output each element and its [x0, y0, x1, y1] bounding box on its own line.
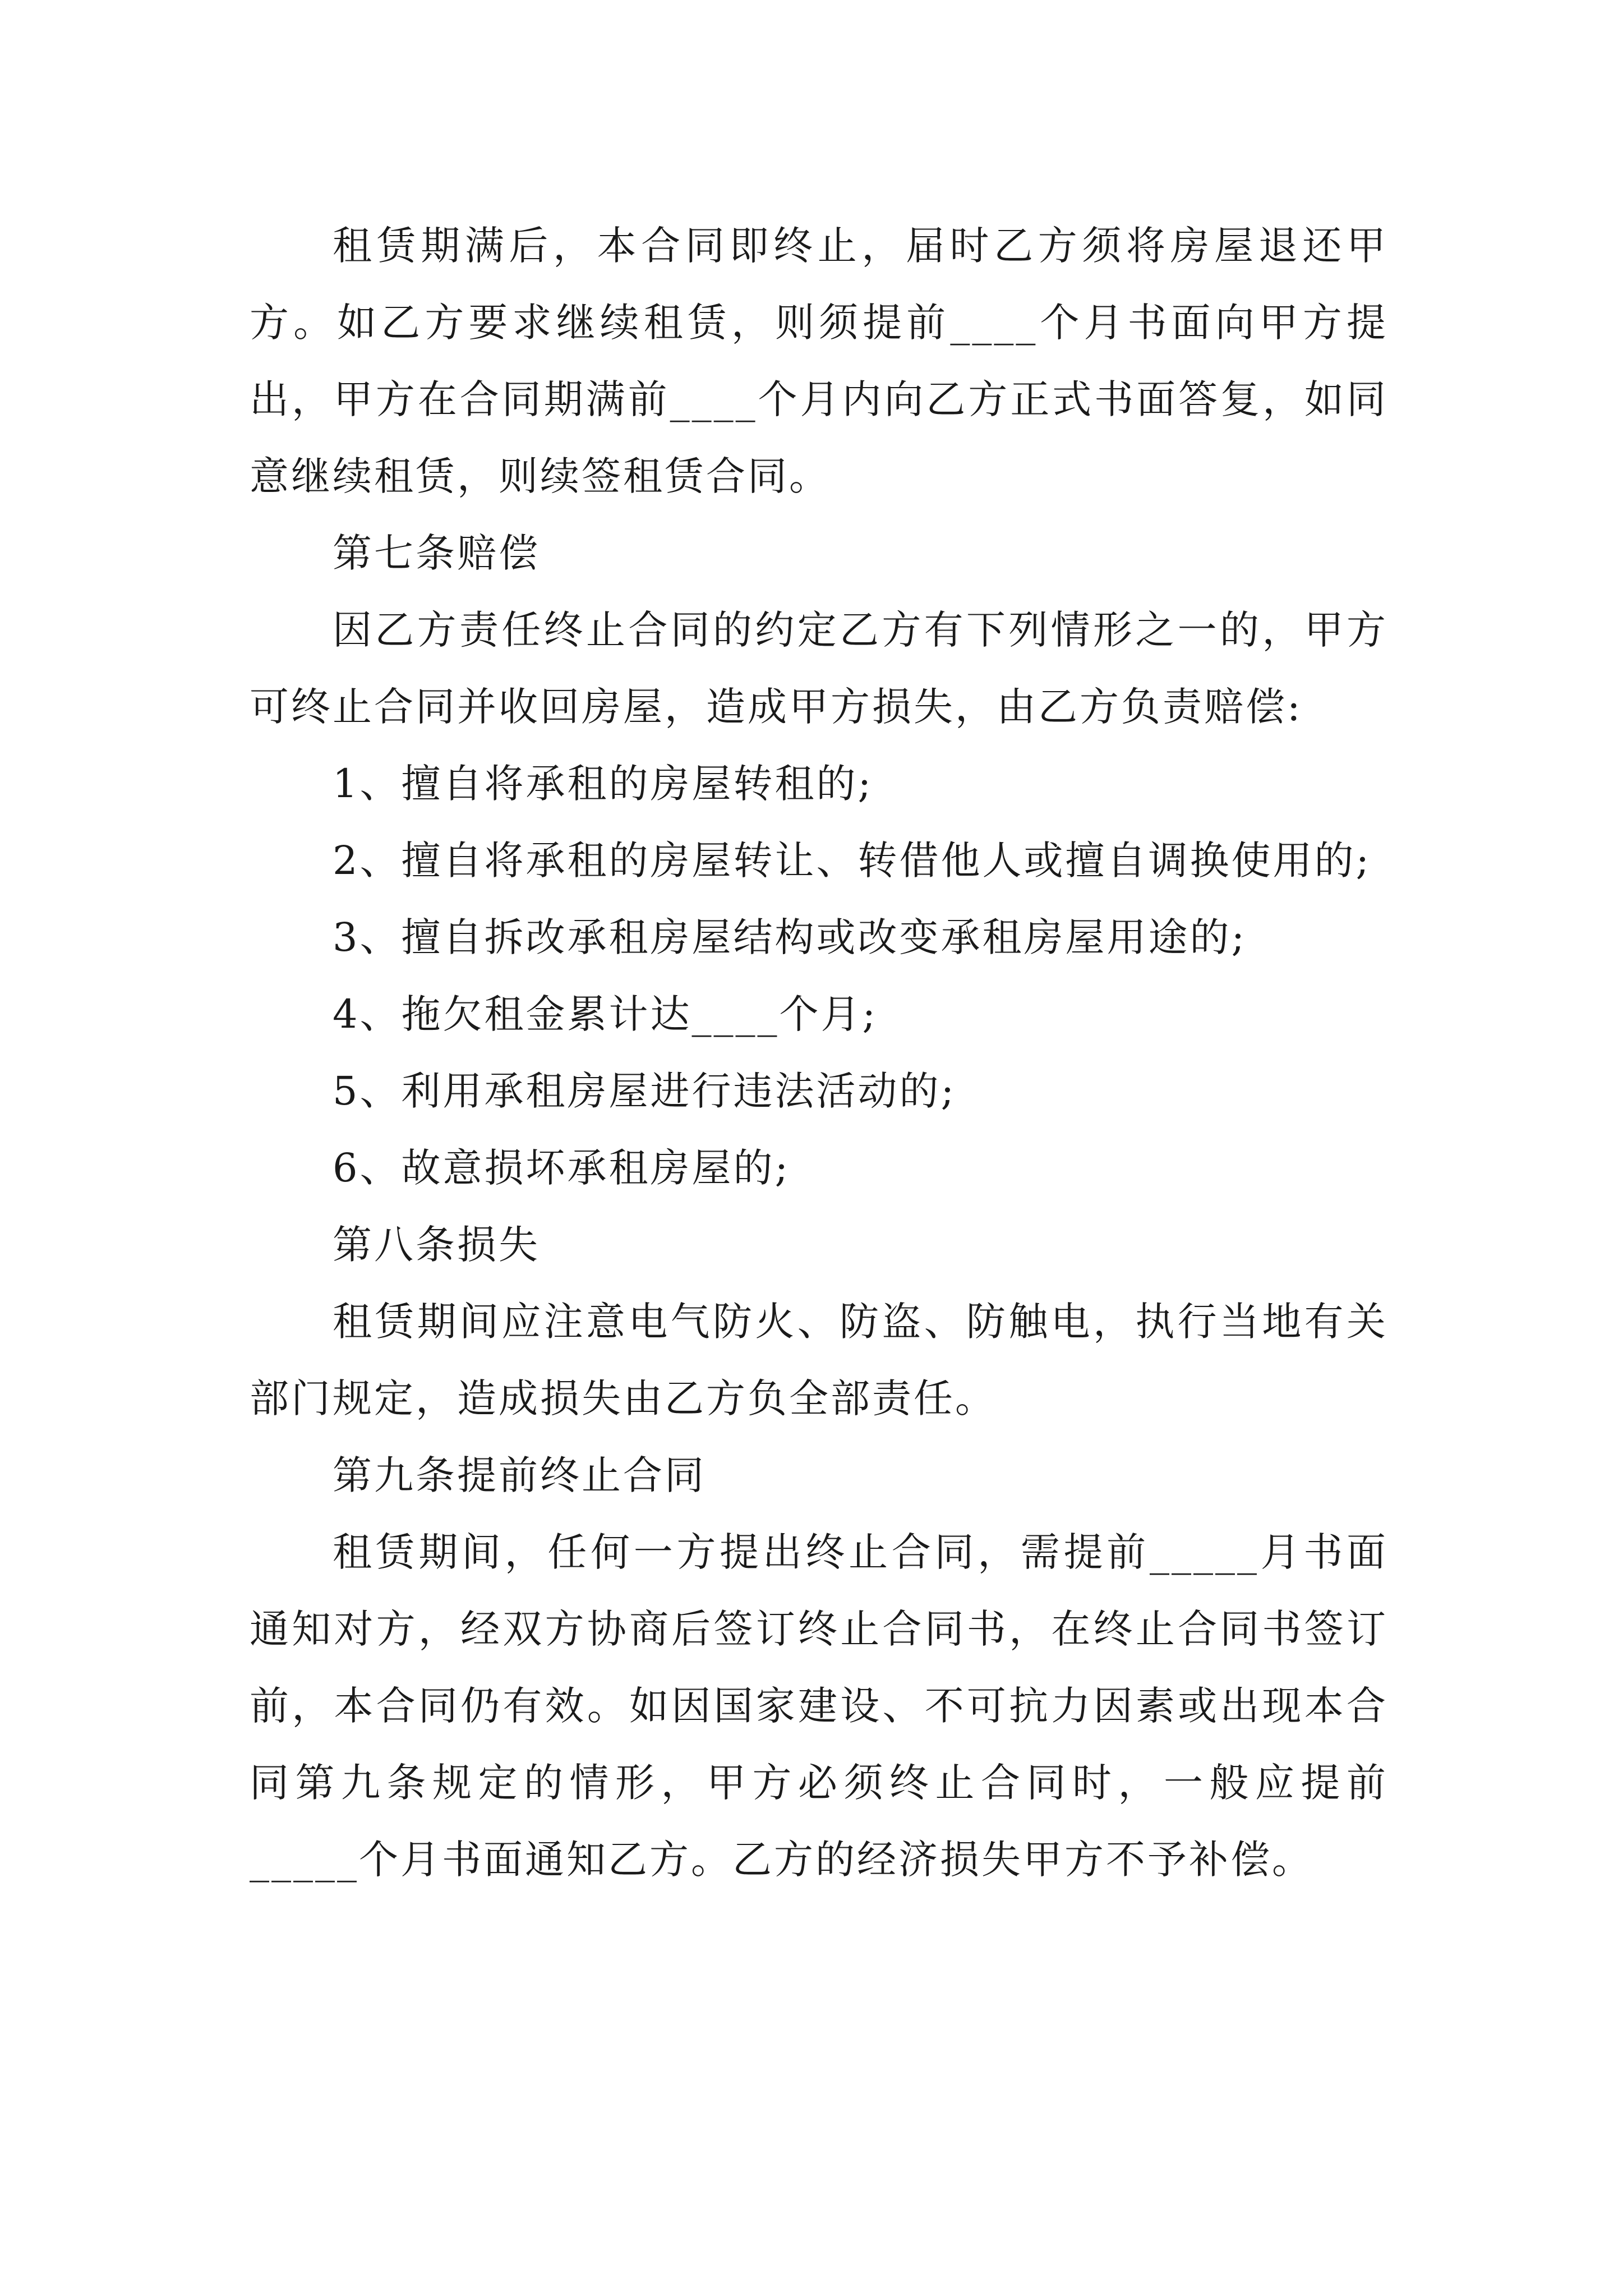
list-item-6: 6、故意损坏承租房屋的;	[333, 1145, 791, 1191]
list-item-1: 1、擅自将承租的房屋转租的;	[333, 761, 874, 807]
paragraph-article-7-intro: 因乙方责任终止合同的约定乙方有下列情形之一的，甲方可终止合同并收回房屋，造成甲方损失，由乙方负责赔偿:	[250, 607, 1388, 730]
heading-article-8: 第八条损失	[333, 1222, 540, 1268]
document-page	[250, 208, 1388, 1898]
heading-article-9: 第九条提前终止合同	[333, 1452, 706, 1498]
list-item-5: 5、利用承租房屋进行违法活动的;	[333, 1068, 957, 1114]
paragraph-article-9: 租赁期间，任何一方提出终止合同，需提前_____月书面通知对方，经双方协商后签订终止合同书，在终止合同书签订前，本合同仍有效。如因国家建设、不可抗力因素或出现本合同第九条规定的情形，甲方必须终止合同时，一般应提前_____个月书面通知乙方。乙方的经济损失甲方不予补偿。	[250, 1529, 1388, 1883]
heading-article-7: 第七条赔偿	[333, 530, 540, 576]
list-item-3: 3、擅自拆改承租房屋结构或改变承租房屋用途的;	[333, 914, 1247, 960]
paragraph-lease-expiry: 租赁期满后，本合同即终止，届时乙方须将房屋退还甲方。如乙方要求继续租赁，则须提前____个月书面向甲方提出，甲方在合同期满前____个月内向乙方正式书面答复，如同意继续租赁，则续签租赁合同。	[250, 223, 1388, 499]
list-item-4: 4、拖欠租金累计达____个月;	[333, 991, 878, 1037]
paragraph-article-8: 租赁期间应注意电气防火、防盗、防触电，执行当地有关部门规定，造成损失由乙方负全部责任。	[250, 1299, 1388, 1421]
list-item-2: 2、擅自将承租的房屋转让、转借他人或擅自调换使用的;	[333, 838, 1372, 884]
